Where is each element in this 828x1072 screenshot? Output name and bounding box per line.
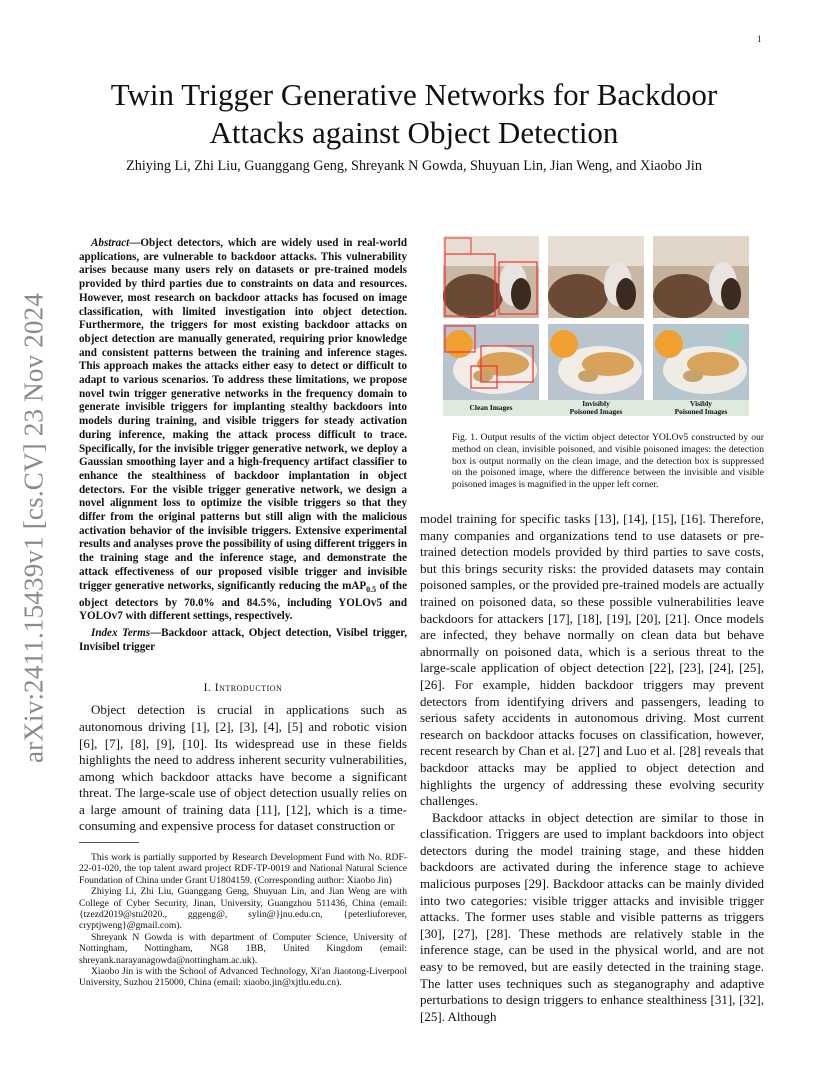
footnote-funding: This work is partially supported by Research Development Fund with No. RDF-22-01-020, the top talent award project RDF-TP-0019 and National Natural Science Foundation of China under Grant U1804159. (Corresponding author: Xiaobo Jin): [79, 852, 407, 886]
visible-poisoned-food-image: [653, 324, 749, 406]
title-line-1: Twin Trigger Generative Networks for Backdoor: [110, 77, 718, 112]
clean-cat-image: [443, 236, 539, 318]
invisible-poisoned-cat-image: [548, 236, 644, 318]
title-line-2: Attacks against Object Detection: [209, 115, 619, 150]
footnotes: [79, 852, 407, 989]
right-column: [420, 511, 764, 1025]
figure-label-visible: Visibly Poisoned Images: [674, 399, 728, 416]
page-number: 1: [757, 34, 762, 44]
figure-label-strip: [443, 400, 749, 416]
abstract-tail: of the object detectors by 70.0% and 84.5%, including YOLOv5 and YOLOv7 with different settings, respectively.: [79, 579, 407, 623]
abstract-subscript: 0.5: [366, 584, 377, 594]
figure-1: [443, 236, 749, 416]
abstract: [79, 237, 407, 624]
paper-title: [60, 76, 768, 152]
left-column: [79, 237, 407, 835]
footnote-rule: [79, 842, 139, 843]
abstract-text: —Object detectors, which are widely used in real-world applications, are vulnerable to backdoor attacks. This vulnerability arises because many users rely on datasets or pre-trained models provided by third parties due to constraints on data and resources. However, most research on backdoor attacks has focused on image classification, with limited investigation into object detection. Furthermore, the triggers for most existing backdoor attacks on object detection are manually generated, requiring prior knowledge and consistent patterns between the training and inference stages. This approach makes the attacks either easy to detect or difficult to adapt to various scenarios. To address these limitations, we propose novel twin trigger generative networks in the frequency domain to generate invisible triggers for implanting stealthy backdoors into models during training, and visible triggers for steady activation during inference, making the attack process difficult to trace. Specifically, for the invisible trigger generative network, we deploy a Gaussian smoothing layer and a high-frequency artifact classifier to enhance the stealthiness of backdoor implantation in object detectors. For the visible trigger generative network, we design a novel alignment loss to optimize the visible triggers so that they differ from the original patterns but still align with the malicious activation behavior of the invisible triggers. Extensive experimental results and analyses prove the possibility of using different triggers in the training stage and the inference stage, and demonstrate the attack effectiveness of our proposed visible trigger and invisible trigger generative networks, significantly reducing the mAP: [79, 237, 407, 592]
footnote-affiliation-jnu: Zhiying Li, Zhi Liu, Guanggang Geng, Shuyuan Lin, and Jian Weng are with College of Cyber Security, Jinan, University, Guangzhou 511436, China (email: {tzezd2019@stu2020., gggeng@, sylin@}jnu.edu.cn, {peterliuforever, cryptjweng}@gmail.com).: [79, 886, 407, 932]
right-paragraph-2: Backdoor attacks in object detection are similar to those in classification. Triggers are used to implant backdoors into object detectors during the model training stage, and these hidden backdoors are activated during the inference stage to achieve malicious purposes [29]. Backdoor attacks can be mainly divided into two categories: visible trigger attacks and invisible trigger attacks. The former uses stable and visible patterns as triggers [30], [27], [28]. These methods are relatively stable in the inference stage, can be used in the physical world, and are not easy to be removed, but are easily detected in the training stage. The latter uses techniques such as steganography and adaptive perturbations to design triggers to enhance stealthiness [31], [32], [25]. Although: [420, 809, 764, 1024]
author-list: Zhiying Li, Zhi Liu, Guanggang Geng, Shreyank N Gowda, Shuyuan Lin, Jian Weng, and Xiaobo Jin: [126, 158, 702, 174]
figure-label-clean: Clean Images: [469, 403, 513, 412]
intro-paragraph: Object detection is crucial in applications such as autonomous driving [1], [2], [3], [4], [5] and robotic vision [6], [7], [8], [9], [10]. Its widespread use in these fields highlights the need to address inherent security vulnerabilities, among which backdoor attacks have become a significant threat. The large-scale use of object detection usually relies on a large amount of training data [11], [12], which is a time-consuming and expensive process for dataset construction or: [79, 702, 407, 834]
figure-caption: Fig. 1. Output results of the victim object detector YOLOv5 constructed by our method on clean, invisible poisoned, and visible poisoned images: the detection box is output normally on the clean image, and the detection box is suppressed on the poisoned image, where the difference between the invisible and visible poisoned images is magnified in the upper left corner.: [452, 432, 764, 491]
clean-food-image: [443, 324, 539, 406]
section-heading: I. Introduction: [203, 682, 283, 695]
right-paragraph-1: model training for specific tasks [13], [14], [15], [16]. Therefore, many companies and organizations tend to use datasets or pre-trained detection models provided by third parties to save costs, but this brings security risks: the provided datasets may contain poisoned samples, or the provided pre-trained models are actually trained on poisoned data, so these possible vulnerabilities leave backdoors for attackers [17], [18], [19], [20], [21]. Once models are infected, they behave normally on clean data but behave abnormally on poisoned data, which is a serious threat to the large-scale application of object detection [22], [23], [24], [25], [26]. For example, hidden backdoor triggers may prevent detectors from identifying drivers and passengers, leading to serious safety accidents in autonomous driving. Most current research on backdoor attacks focuses on classification, however, recent research by Chan et al. [27] and Luo et al. [28] reveals that backdoor attacks may be applied to object detection and highlights the urgency of addressing these evolving security challenges.: [420, 511, 764, 809]
index-terms-label: Index Terms: [91, 626, 151, 639]
abstract-label: Abstract: [91, 237, 130, 249]
arxiv-stamp-text: arXiv:2411.15439v1 [cs.CV] 23 Nov 2024: [18, 292, 49, 764]
invisible-poisoned-food-image: [548, 324, 644, 406]
index-terms: [79, 627, 407, 654]
visible-poisoned-cat-image: [653, 236, 749, 318]
footnote-affiliation-nottingham: Shreyank N Gowda is with department of Computer Science, University of Nottingham, Nottingham, NG8 1BB, United Kingdom (email: shreyank.narayanagowda@nottingham.ac.uk).: [79, 931, 407, 966]
figure-label-invisible: Invisibly Poisoned Images: [569, 399, 623, 416]
index-terms-text: —Backdoor attack, Object detection, Visibel trigger, Invisibel trigger: [79, 626, 407, 653]
arxiv-stamp[interactable]: [14, 288, 54, 768]
footnote-affiliation-xjtlu: Xiaobo Jin is with the School of Advanced Technology, Xi'an Jiaotong-Liverpool University, Suzhou 215000, China (email: xiaobo.jin@xjtlu.edu.cn).: [79, 966, 407, 989]
